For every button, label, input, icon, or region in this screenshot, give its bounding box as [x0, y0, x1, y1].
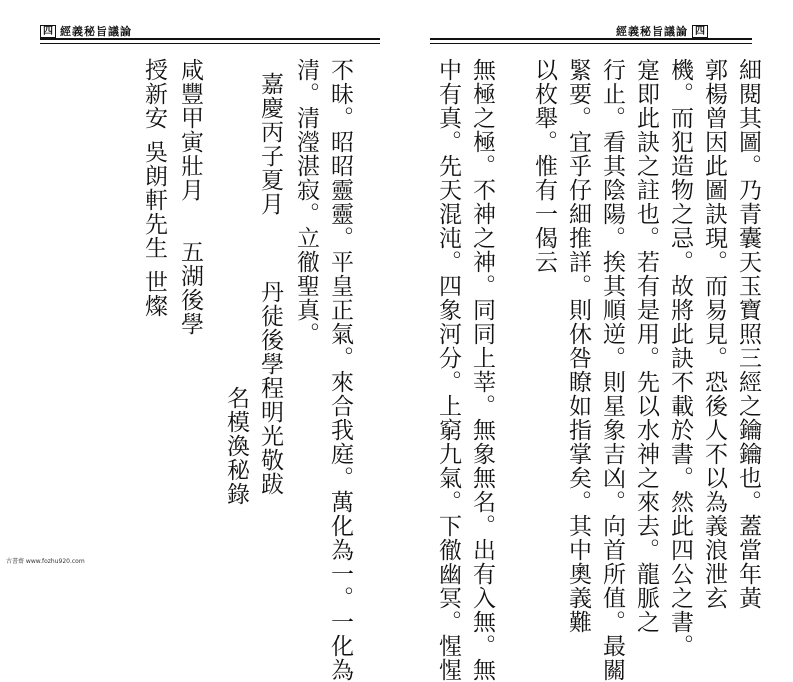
right-page-number: 四: [692, 25, 708, 38]
date-line: 咸豐甲寅壯月: [177, 58, 203, 202]
verse-column: 無極之極。不神之神。同同上莘。無象無名。出有入無。無: [469, 58, 495, 682]
footer-watermark: 古書齋 www.fozhu920.com: [6, 558, 85, 565]
recipient-name: 吳朗軒先生: [141, 140, 167, 260]
text-column: 以枚舉。惟有一偈云: [531, 58, 557, 274]
text-column: 寔即此訣之註也。若有是用。先以水神之來去。龍脈之: [633, 58, 659, 634]
left-page-header: [40, 24, 136, 38]
text-column: 行止。看其陰陽。挨其順逆。則星象吉凶。向首所值。最關: [599, 58, 625, 682]
text-column: 郭楊曾因此圖訣現。而易見。恐後人不以為義浪泄玄: [701, 58, 727, 610]
left-page-number: 四: [40, 25, 56, 38]
left-running-title: 經義秘旨議論: [60, 25, 132, 38]
left-header-rule: [40, 38, 380, 44]
text-column: 緊要。宜乎仔細推詳。則休咎瞭如指掌矣。其中奧義難: [565, 58, 591, 634]
verse-column: 中有真。先天混沌。四象河分。上窮九氣。下徹幽冥。惺惺: [435, 58, 461, 682]
text-column: 機。而犯造物之忌。故將此訣不載於書。然此四公之書。: [667, 58, 693, 658]
author-name: 世燦: [141, 270, 167, 318]
right-running-title: 經義秘旨議論: [616, 25, 688, 38]
copyist-line: 名模渙秘錄: [223, 386, 249, 506]
author-line: 丹徒後學程明光敬跋: [257, 280, 283, 496]
dedication-line: 授新安: [141, 58, 167, 130]
right-page-header: [612, 24, 708, 38]
author-line: 五湖後學: [177, 240, 203, 336]
verse-column: 清。清瀅湛寂。立徹聖真。: [293, 58, 319, 346]
right-header-rule: [430, 38, 752, 44]
text-column: 細閱其圖。乃青囊天玉寶照三經之鑰鑰也。蓋當年黃: [735, 58, 761, 610]
date-line: 嘉慶丙子夏月: [257, 72, 283, 216]
verse-column: 不昧。昭昭靈靈。平皇正氣。來合我庭。萬化為一。一化為: [327, 58, 353, 682]
